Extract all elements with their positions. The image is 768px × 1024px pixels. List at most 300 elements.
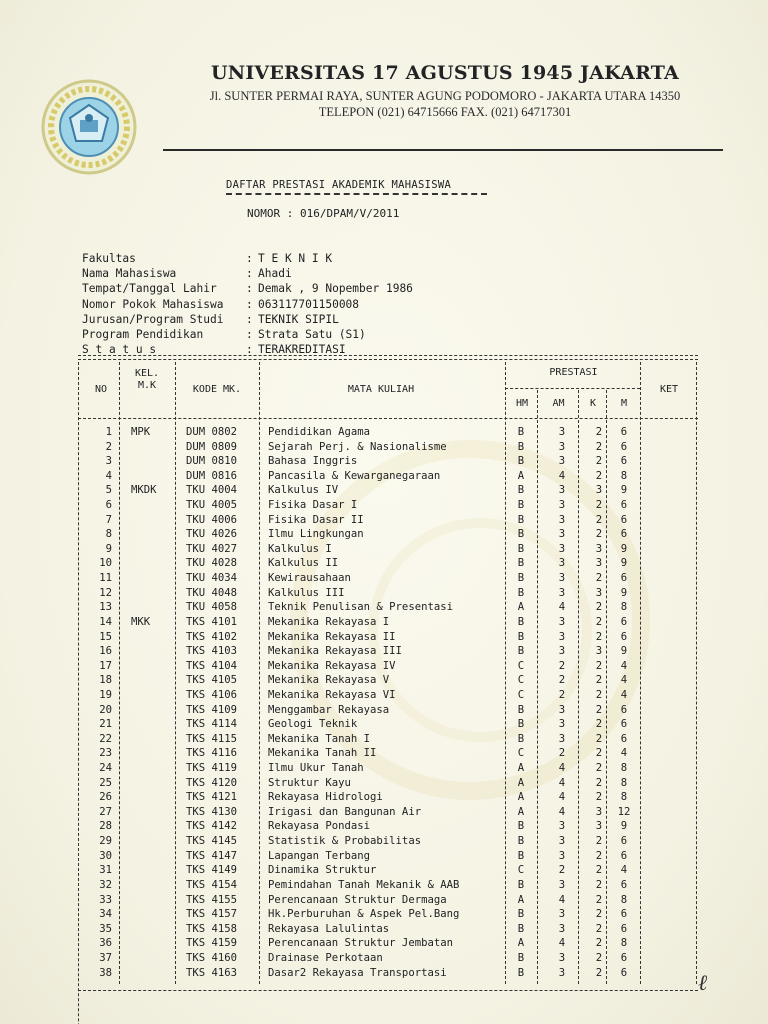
info-colon: : [246, 252, 253, 265]
row-hm: B [517, 499, 525, 512]
row-k: 2 [595, 951, 603, 964]
row-am: 3 [558, 849, 566, 862]
row-am: 2 [558, 659, 566, 672]
row-k: 2 [595, 469, 603, 482]
row-am: 3 [558, 835, 566, 848]
row-k: 2 [595, 674, 603, 687]
row-number: 27 [99, 805, 112, 818]
row-k: 3 [595, 484, 603, 497]
row-mata-kuliah: Mekanika Rekayasa I [268, 615, 390, 628]
row-mata-kuliah: Pemindahan Tanah Mekanik & AAB [268, 878, 460, 891]
row-mata-kuliah: Mekanika Rekayasa IV [268, 659, 396, 672]
row-m: 9 [620, 484, 628, 497]
row-number: 1 [105, 426, 112, 438]
row-number: 10 [99, 557, 112, 570]
row-mata-kuliah: Kewirausahaan [268, 572, 351, 585]
table-row [78, 806, 698, 821]
row-kode: TKS 4103 [186, 645, 238, 658]
row-number: 38 [99, 966, 112, 979]
row-kode: TKU 4058 [186, 601, 238, 614]
info-colon: : [246, 297, 253, 311]
row-m: 8 [620, 893, 628, 906]
row-hm: A [517, 893, 525, 906]
row-kelompok: MKDK [131, 484, 157, 497]
row-hm: B [517, 835, 525, 848]
info-value: TERAKREDITASI [258, 343, 346, 357]
table-bottom-rule [78, 990, 698, 991]
row-mata-kuliah: Mekanika Rekayasa III [268, 645, 402, 658]
row-k: 2 [595, 849, 603, 862]
grades-table [78, 362, 698, 979]
info-label: Jurusan/Program Studi [82, 312, 224, 326]
row-kode: TKS 4114 [186, 718, 238, 731]
row-kode: DUM 0802 [186, 426, 238, 438]
table-row [78, 572, 698, 587]
table-row [78, 747, 698, 762]
row-am: 3 [558, 586, 566, 599]
row-hm: B [517, 557, 525, 570]
row-number: 36 [99, 937, 112, 950]
row-am: 3 [558, 951, 566, 964]
row-mata-kuliah: Mekanika Rekayasa V [268, 674, 390, 687]
row-mata-kuliah: Irigasi dan Bangunan Air [268, 805, 422, 818]
row-number: 4 [105, 469, 112, 482]
row-k: 2 [595, 776, 603, 789]
row-am: 4 [558, 776, 566, 789]
row-kode: TKS 4130 [186, 805, 238, 818]
row-mata-kuliah: Rekayasa Lalulintas [268, 922, 390, 935]
row-number: 6 [105, 499, 112, 512]
row-kode: TKS 4159 [186, 937, 238, 950]
row-hm: B [517, 528, 525, 541]
row-mata-kuliah: Dinamika Struktur [268, 864, 377, 877]
row-m: 4 [620, 674, 628, 687]
row-number: 21 [99, 718, 112, 731]
table-row [78, 733, 698, 748]
row-mata-kuliah: Perencanaan Struktur Jembatan [268, 937, 453, 950]
table-row [78, 850, 698, 865]
row-kode: TKU 4006 [186, 513, 238, 526]
row-kode: DUM 0816 [186, 469, 238, 482]
info-label: S t a t u s [82, 343, 157, 357]
row-mata-kuliah: Mekanika Rekayasa VI [268, 688, 396, 701]
row-hm: B [517, 820, 525, 833]
row-hm: B [517, 615, 525, 628]
row-k: 2 [595, 630, 603, 643]
row-m: 9 [620, 820, 628, 833]
row-mata-kuliah: Kalkulus III [268, 586, 345, 599]
row-kode: TKS 4149 [186, 864, 238, 877]
row-number: 34 [99, 908, 112, 921]
row-m: 4 [620, 864, 628, 877]
table-row [78, 557, 698, 572]
row-mata-kuliah: Dasar2 Rekayasa Transportasi [268, 966, 447, 979]
title-underline [226, 193, 487, 195]
row-am: 3 [558, 732, 566, 745]
row-number: 29 [99, 835, 112, 848]
row-am: 3 [558, 966, 566, 979]
table-header [78, 362, 698, 422]
row-k: 2 [595, 747, 603, 760]
row-number: 17 [99, 659, 112, 672]
row-hm: B [517, 732, 525, 745]
row-hm: B [517, 645, 525, 658]
row-kode: TKS 4121 [186, 791, 238, 804]
row-m: 9 [620, 557, 628, 570]
row-m: 6 [620, 878, 628, 891]
row-am: 3 [558, 557, 566, 570]
row-kelompok: MPK [131, 426, 151, 438]
table-row [78, 835, 698, 850]
row-number: 30 [99, 849, 112, 862]
row-kode: TKU 4034 [186, 572, 238, 585]
row-m: 9 [620, 586, 628, 599]
row-am: 4 [558, 762, 566, 775]
row-kode: TKS 4116 [186, 747, 238, 760]
table-row [78, 528, 698, 543]
row-m: 6 [620, 951, 628, 964]
row-mata-kuliah: Drainase Perkotaan [268, 951, 383, 964]
row-kode: TKS 4147 [186, 849, 238, 862]
row-mata-kuliah: Statistik & Probabilitas [268, 835, 422, 848]
row-m: 6 [620, 922, 628, 935]
row-number: 14 [99, 615, 112, 628]
row-hm: C [517, 674, 525, 687]
table-row [78, 923, 698, 938]
row-am: 3 [558, 645, 566, 658]
row-kode: TKS 4142 [186, 820, 238, 833]
row-k: 3 [595, 586, 603, 599]
row-mata-kuliah: Hk.Perburuhan & Aspek Pel.Bang [268, 908, 460, 921]
row-hm: C [517, 747, 525, 760]
row-number: 2 [105, 440, 112, 453]
header-ket: KET [659, 384, 679, 395]
info-value: Demak , 9 Nopember 1986 [258, 282, 413, 296]
row-mata-kuliah: Pancasila & Kewarganegaraan [268, 469, 441, 482]
info-colon: : [246, 343, 253, 357]
table-row [78, 894, 698, 909]
university-phone: TELEPON (021) 64715666 FAX. (021) 64717301 [318, 105, 572, 119]
row-hm: B [517, 878, 525, 891]
row-kode: TKS 4154 [186, 878, 238, 891]
row-mata-kuliah: Bahasa Inggris [268, 455, 358, 468]
table-row [78, 484, 698, 499]
row-kode: TKU 4005 [186, 499, 238, 512]
row-hm: A [517, 469, 525, 482]
row-hm: B [517, 455, 525, 468]
info-label: Program Pendidikan [82, 328, 204, 342]
row-number: 16 [99, 645, 112, 658]
row-number: 25 [99, 776, 112, 789]
row-number: 28 [99, 820, 112, 833]
row-kode: TKU 4048 [186, 586, 238, 599]
row-hm: B [517, 718, 525, 731]
row-kode: TKS 4158 [186, 922, 238, 935]
row-mata-kuliah: Ilmu Ukur Tanah [268, 762, 364, 775]
university-address: Jl. SUNTER PERMAI RAYA, SUNTER AGUNG PODOMORO - JAKARTA UTARA 14350 [209, 89, 681, 103]
row-k: 2 [595, 440, 603, 453]
row-m: 6 [620, 849, 628, 862]
row-am: 2 [558, 674, 566, 687]
table-row [78, 441, 698, 456]
row-kode: TKS 4109 [186, 703, 238, 716]
row-k: 3 [595, 820, 603, 833]
row-k: 2 [595, 528, 603, 541]
row-am: 2 [558, 688, 566, 701]
row-m: 6 [620, 426, 628, 438]
row-am: 4 [558, 805, 566, 818]
row-mata-kuliah: Kalkulus II [268, 557, 339, 570]
row-k: 2 [595, 864, 603, 877]
row-m: 8 [620, 937, 628, 950]
row-am: 2 [558, 747, 566, 760]
row-am: 3 [558, 440, 566, 453]
table-row [78, 864, 698, 879]
row-am: 3 [558, 615, 566, 628]
row-mata-kuliah: Pendidikan Agama [268, 426, 371, 438]
row-k: 2 [595, 513, 603, 526]
row-am: 4 [558, 937, 566, 950]
row-k: 2 [595, 703, 603, 716]
header-bottom-rule [78, 418, 698, 419]
row-mata-kuliah: Sejarah Perj. & Nasionalisme [268, 440, 447, 453]
row-m: 8 [620, 791, 628, 804]
table-top-rule [78, 355, 698, 360]
info-value: TEKNIK SIPIL [258, 312, 339, 326]
row-kode: TKS 4106 [186, 688, 238, 701]
row-k: 3 [595, 542, 603, 555]
row-number: 19 [99, 688, 112, 701]
row-hm: A [517, 776, 525, 789]
info-value: Strata Satu (S1) [258, 328, 366, 342]
row-kode: TKS 4115 [186, 732, 238, 745]
row-k: 2 [595, 878, 603, 891]
row-hm: A [517, 762, 525, 775]
row-hm: B [517, 572, 525, 585]
row-number: 33 [99, 893, 112, 906]
row-m: 8 [620, 776, 628, 789]
row-am: 4 [558, 791, 566, 804]
row-m: 6 [620, 528, 628, 541]
row-am: 4 [558, 601, 566, 614]
table-row [78, 426, 698, 441]
row-kode: DUM 0809 [186, 440, 238, 453]
row-mata-kuliah: Kalkulus I [268, 542, 332, 555]
row-hm: B [517, 849, 525, 862]
row-am: 3 [558, 542, 566, 555]
info-colon: : [246, 328, 253, 342]
table-row [78, 616, 698, 631]
row-am: 3 [558, 718, 566, 731]
row-kode: TKU 4028 [186, 557, 238, 570]
table-row [78, 631, 698, 646]
table-row [78, 937, 698, 952]
header-hm: HM [515, 398, 529, 409]
row-am: 3 [558, 703, 566, 716]
row-mata-kuliah: Teknik Penulisan & Presentasi [268, 601, 453, 614]
row-m: 6 [620, 455, 628, 468]
row-m: 6 [620, 966, 628, 979]
row-number: 37 [99, 951, 112, 964]
header-kel-2: M.K [137, 380, 157, 391]
header-no: NO [94, 384, 108, 395]
row-number: 35 [99, 922, 112, 935]
row-kode: TKS 4160 [186, 951, 238, 964]
header-k: K [589, 398, 597, 409]
row-number: 3 [105, 455, 112, 468]
row-am: 4 [558, 469, 566, 482]
row-kode: TKS 4105 [186, 674, 238, 687]
row-hm: B [517, 542, 525, 555]
info-colon: : [246, 312, 253, 326]
prestasi-rule [505, 388, 640, 389]
table-row [78, 704, 698, 719]
row-hm: B [517, 440, 525, 453]
row-kode: TKU 4004 [186, 484, 238, 497]
info-row [82, 266, 413, 281]
row-kode: TKU 4027 [186, 542, 238, 555]
row-mata-kuliah: Menggambar Rekayasa [268, 703, 390, 716]
row-hm: A [517, 601, 525, 614]
row-am: 3 [558, 528, 566, 541]
row-m: 6 [620, 513, 628, 526]
info-row [82, 312, 413, 327]
row-kode: TKS 4102 [186, 630, 238, 643]
row-m: 6 [620, 718, 628, 731]
row-number: 7 [105, 513, 112, 526]
row-am: 3 [558, 572, 566, 585]
row-hm: A [517, 937, 525, 950]
row-number: 24 [99, 762, 112, 775]
header-m: M [620, 398, 628, 409]
row-k: 2 [595, 718, 603, 731]
row-am: 3 [558, 513, 566, 526]
header-divider [163, 149, 723, 151]
row-number: 23 [99, 747, 112, 760]
row-hm: B [517, 966, 525, 979]
row-m: 8 [620, 762, 628, 775]
row-m: 9 [620, 542, 628, 555]
table-row [78, 777, 698, 792]
table-row [78, 762, 698, 777]
table-row [78, 470, 698, 485]
row-mata-kuliah: Lapangan Terbang [268, 849, 371, 862]
row-mata-kuliah: Rekayasa Pondasi [268, 820, 371, 833]
row-k: 2 [595, 572, 603, 585]
row-k: 2 [595, 922, 603, 935]
row-number: 26 [99, 791, 112, 804]
table-row [78, 499, 698, 514]
university-name: UNIVERSITAS 17 AGUSTUS 1945 JAKARTA [211, 62, 679, 84]
row-hm: B [517, 922, 525, 935]
table-row [78, 674, 698, 689]
table-row [78, 455, 698, 470]
row-k: 2 [595, 615, 603, 628]
row-am: 3 [558, 820, 566, 833]
row-mata-kuliah: Geologi Teknik [268, 718, 358, 731]
row-number: 18 [99, 674, 112, 687]
row-number: 8 [105, 528, 112, 541]
row-k: 2 [595, 601, 603, 614]
info-row [82, 327, 413, 342]
row-mata-kuliah: Mekanika Tanah II [268, 747, 377, 760]
row-k: 2 [595, 966, 603, 979]
table-row [78, 908, 698, 923]
row-m: 4 [620, 688, 628, 701]
row-m: 6 [620, 732, 628, 745]
row-k: 2 [595, 659, 603, 672]
row-k: 2 [595, 455, 603, 468]
info-value: Ahadi [258, 267, 292, 281]
row-kode: TKS 4163 [186, 966, 238, 979]
table-row [78, 791, 698, 806]
row-k: 2 [595, 791, 603, 804]
row-number: 12 [99, 586, 112, 599]
university-seal-icon [40, 78, 138, 176]
table-row [78, 689, 698, 704]
row-k: 3 [595, 645, 603, 658]
row-m: 6 [620, 908, 628, 921]
row-m: 9 [620, 645, 628, 658]
row-hm: B [517, 426, 525, 438]
header-mata-kuliah: MATA KULIAH [347, 384, 415, 395]
row-number: 22 [99, 732, 112, 745]
row-hm: A [517, 805, 525, 818]
row-mata-kuliah: Mekanika Rekayasa II [268, 630, 396, 643]
row-number: 32 [99, 878, 112, 891]
row-mata-kuliah: Kalkulus IV [268, 484, 339, 497]
info-row [82, 281, 413, 296]
row-hm: B [517, 484, 525, 497]
row-k: 2 [595, 426, 603, 438]
row-k: 2 [595, 835, 603, 848]
table-row [78, 660, 698, 675]
row-mata-kuliah: Struktur Kayu [268, 776, 351, 789]
row-k: 2 [595, 732, 603, 745]
row-am: 3 [558, 878, 566, 891]
row-am: 3 [558, 922, 566, 935]
row-k: 2 [595, 893, 603, 906]
row-kode: TKS 4155 [186, 893, 238, 906]
info-value: T E K N I K [258, 252, 333, 265]
handwritten-initial: ℓ [698, 971, 708, 996]
row-mata-kuliah: Fisika Dasar I [268, 499, 358, 512]
row-k: 2 [595, 762, 603, 775]
row-hm: C [517, 659, 525, 672]
table-row [78, 952, 698, 967]
student-info [82, 251, 413, 357]
row-hm: B [517, 951, 525, 964]
table-body [78, 426, 698, 981]
row-number: 11 [99, 572, 112, 585]
row-mata-kuliah: Mekanika Tanah I [268, 732, 371, 745]
row-kelompok: MKK [131, 615, 151, 628]
row-hm: B [517, 513, 525, 526]
table-row [78, 601, 698, 616]
header-am: AM [552, 398, 565, 409]
row-m: 6 [620, 440, 628, 453]
row-m: 6 [620, 572, 628, 585]
row-hm: B [517, 908, 525, 921]
header-kode: KODE MK. [192, 384, 242, 395]
info-label: Tempat/Tanggal Lahir [82, 282, 217, 296]
row-m: 6 [620, 615, 628, 628]
table-row [78, 820, 698, 835]
table-row [78, 645, 698, 660]
table-row [78, 543, 698, 558]
info-row [82, 297, 413, 312]
info-value: 063117701150008 [258, 297, 360, 311]
